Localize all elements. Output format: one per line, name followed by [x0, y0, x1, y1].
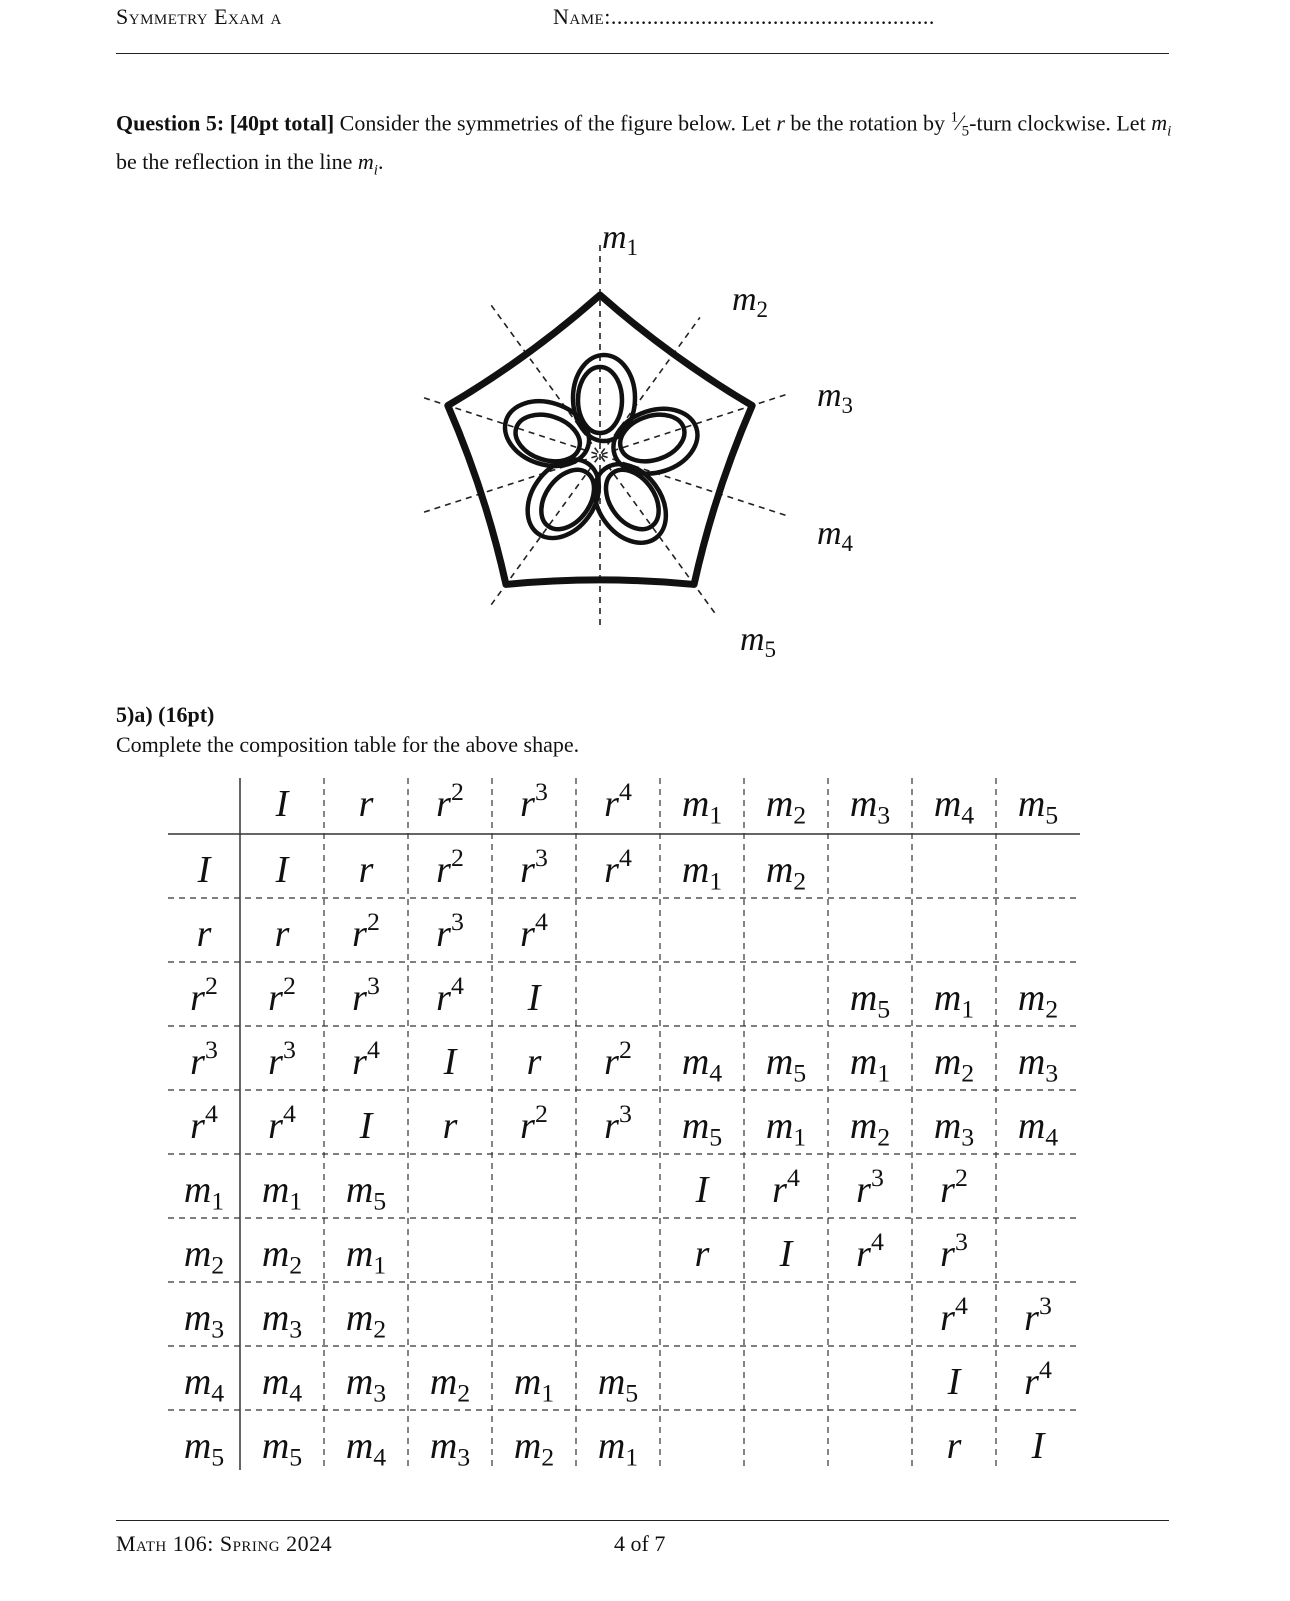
table-cell[interactable]: $r^4$	[520, 907, 548, 955]
row-header-r: r	[196, 913, 212, 955]
question-text-4: be the reflection in the line	[116, 148, 353, 174]
col-header-r2: $r^2$	[436, 777, 464, 825]
question-label: Question 5:	[116, 110, 225, 136]
var-r: r	[776, 110, 785, 136]
table-cell[interactable]: $r^3$	[604, 1099, 632, 1147]
line-label-m5: $m_5$	[739, 621, 777, 662]
table-cell[interactable]: $m_3$	[261, 1297, 303, 1344]
table-cell[interactable]: $r^3$	[940, 1227, 968, 1275]
table-cell[interactable]: $m_3$	[1017, 1041, 1059, 1088]
table-cell[interactable]: I	[443, 1041, 457, 1083]
table-cell[interactable]: I	[779, 1233, 793, 1275]
table-cell[interactable]: $r^4$	[352, 1035, 380, 1083]
table-cell[interactable]: I	[359, 1105, 373, 1147]
part-a-instruction: Complete the composition table for the above shape.	[116, 732, 580, 757]
table-cell[interactable]: $m_2$	[849, 1105, 891, 1152]
table-cell[interactable]: $r^2$	[352, 907, 380, 955]
table-cell[interactable]: $r^3$	[352, 971, 380, 1019]
name-field[interactable]	[553, 4, 935, 30]
table-cell[interactable]: $m_1$	[597, 1425, 639, 1470]
table-cell[interactable]: $m_1$	[345, 1233, 387, 1280]
table-cell[interactable]: $r^3$	[268, 1035, 296, 1083]
petal	[497, 391, 598, 477]
table-cell[interactable]: r	[694, 1233, 710, 1275]
table-cell[interactable]: $r^4$	[436, 971, 464, 1019]
col-header-m4: $m_4$	[933, 783, 975, 830]
part-a-label: 5)a) (16pt)	[116, 702, 215, 727]
var-mi: $m_i$	[1151, 110, 1172, 140]
table-cell[interactable]: r	[526, 1041, 542, 1083]
table-cell[interactable]: r	[358, 849, 374, 891]
table-cell[interactable]: I	[275, 849, 289, 891]
table-cell[interactable]: $m_2$	[345, 1297, 387, 1344]
question-text-1: Consider the symmetries of the figure below. Let	[339, 110, 771, 136]
course-label: Math 106: Spring 2024	[116, 1531, 333, 1556]
table-cell[interactable]: $m_4$	[345, 1425, 387, 1470]
col-header-m2: $m_2$	[765, 783, 807, 830]
table-cell[interactable]: $m_3$	[429, 1425, 471, 1470]
table-cell[interactable]: $r^2$	[520, 1099, 548, 1147]
table-cell[interactable]: I	[695, 1169, 709, 1211]
table-cell[interactable]: $m_3$	[345, 1361, 387, 1408]
table-cell[interactable]: I	[527, 977, 541, 1019]
name-label: Name:	[553, 4, 611, 29]
var-mi-2: $m_i$	[357, 148, 378, 179]
composition-table[interactable]	[168, 770, 1108, 1470]
table-cell[interactable]: $m_1$	[681, 849, 723, 896]
row-header-m5: $m_5$	[183, 1425, 225, 1470]
col-header-I: I	[275, 783, 289, 825]
col-header-m5: $m_5$	[1017, 783, 1059, 830]
table-cell[interactable]: $m_5$	[345, 1169, 387, 1216]
table-cell[interactable]: $m_2$	[1017, 977, 1059, 1024]
row-header-m3: $m_3$	[183, 1297, 225, 1344]
row-header-r4: $r^4$	[190, 1099, 218, 1147]
question-points: [40pt total]	[229, 110, 335, 136]
row-header-m4: $m_4$	[183, 1361, 225, 1408]
header-rule	[116, 53, 1169, 54]
line-label-m4: $m_4$	[816, 515, 854, 556]
table-text	[184, 777, 1058, 1470]
table-cell[interactable]: r	[274, 913, 290, 955]
line-label-m2: $m_2$	[731, 281, 769, 322]
line-label-m3: $m_3$	[816, 377, 854, 418]
table-cell[interactable]: r	[442, 1105, 458, 1147]
name-dots: ......................................................	[610, 4, 935, 29]
footer-rule	[116, 1520, 1169, 1521]
table-cell[interactable]: $m_4$	[1017, 1105, 1059, 1152]
table-cell[interactable]: $r^4$	[940, 1291, 968, 1339]
table-cell[interactable]: $m_4$	[261, 1361, 303, 1408]
table-cell[interactable]: $m_5$	[597, 1361, 639, 1408]
pentagon-figure	[380, 210, 900, 670]
col-header-m3: $m_3$	[849, 783, 891, 830]
table-cell[interactable]: $m_1$	[849, 1041, 891, 1088]
table-cell[interactable]: $m_2$	[513, 1425, 555, 1470]
row-header-r3: $r^3$	[190, 1035, 218, 1083]
question-text-3: -turn clockwise. Let	[969, 110, 1146, 136]
table-cell[interactable]: $m_1$	[261, 1169, 303, 1216]
table-cell[interactable]: $r^3$	[520, 843, 548, 891]
table-cell[interactable]: r	[946, 1425, 962, 1467]
table-cell[interactable]: $r^3$	[436, 907, 464, 955]
table-cell[interactable]: $r^2$	[604, 1035, 632, 1083]
exam-title: Symmetry Exam a	[116, 4, 282, 29]
row-header-r2: $r^2$	[190, 971, 218, 1019]
table-cell[interactable]: $m_5$	[765, 1041, 807, 1088]
table-cell[interactable]: $m_2$	[933, 1041, 975, 1088]
table-cell[interactable]: $m_5$	[681, 1105, 723, 1152]
col-header-r3: $r^3$	[520, 777, 548, 825]
col-header-r4: $r^4$	[604, 777, 632, 825]
table-cell[interactable]: $m_2$	[261, 1233, 303, 1280]
table-cell[interactable]: $m_3$	[933, 1105, 975, 1152]
table-cell[interactable]: $r^2$	[436, 843, 464, 891]
table-cell[interactable]: $m_5$	[849, 977, 891, 1024]
line-label-m1: $m_1$	[601, 219, 639, 260]
col-header-m1: $m_1$	[681, 783, 723, 830]
table-cell[interactable]: $m_2$	[429, 1361, 471, 1408]
table-cell[interactable]: I	[1031, 1425, 1045, 1467]
table-cell[interactable]: $m_4$	[681, 1041, 723, 1088]
table-cell[interactable]: I	[947, 1361, 961, 1403]
table-cell[interactable]: $r^4$	[604, 843, 632, 891]
col-header-r: r	[358, 783, 374, 825]
table-cell[interactable]: $r^4$	[856, 1227, 884, 1275]
table-cell[interactable]: $m_5$	[261, 1425, 303, 1470]
question-text-2: be the rotation by	[790, 110, 945, 136]
table-cell[interactable]: $r^4$	[1024, 1355, 1052, 1403]
table-cell[interactable]: $r^3$	[1024, 1291, 1052, 1339]
question-text: Question 5: [40pt total] Consider the symmetries of the figure below. Let r be the rotation by $^1⁄_5$-turn clockwise. Let $m_i$ be the reflection in the line $m_i$.	[116, 110, 1172, 179]
table-cell[interactable]: $r^2$	[940, 1163, 968, 1211]
table-cell[interactable]: $r^4$	[772, 1163, 800, 1211]
fraction: $^1⁄_5$	[950, 110, 970, 140]
table-cell[interactable]: $r^3$	[856, 1163, 884, 1211]
row-header-m1: $m_1$	[183, 1169, 225, 1216]
table-cell[interactable]: $m_2$	[765, 849, 807, 896]
table-cell[interactable]: $m_1$	[513, 1361, 555, 1408]
table-cell[interactable]: $r^4$	[268, 1099, 296, 1147]
table-cell[interactable]: $m_1$	[765, 1105, 807, 1152]
row-header-m2: $m_2$	[183, 1233, 225, 1280]
table-cell[interactable]: $m_1$	[933, 977, 975, 1024]
row-header-I: I	[197, 849, 211, 891]
page-number: 4 of 7	[614, 1531, 666, 1556]
table-cell[interactable]: $r^2$	[268, 971, 296, 1019]
